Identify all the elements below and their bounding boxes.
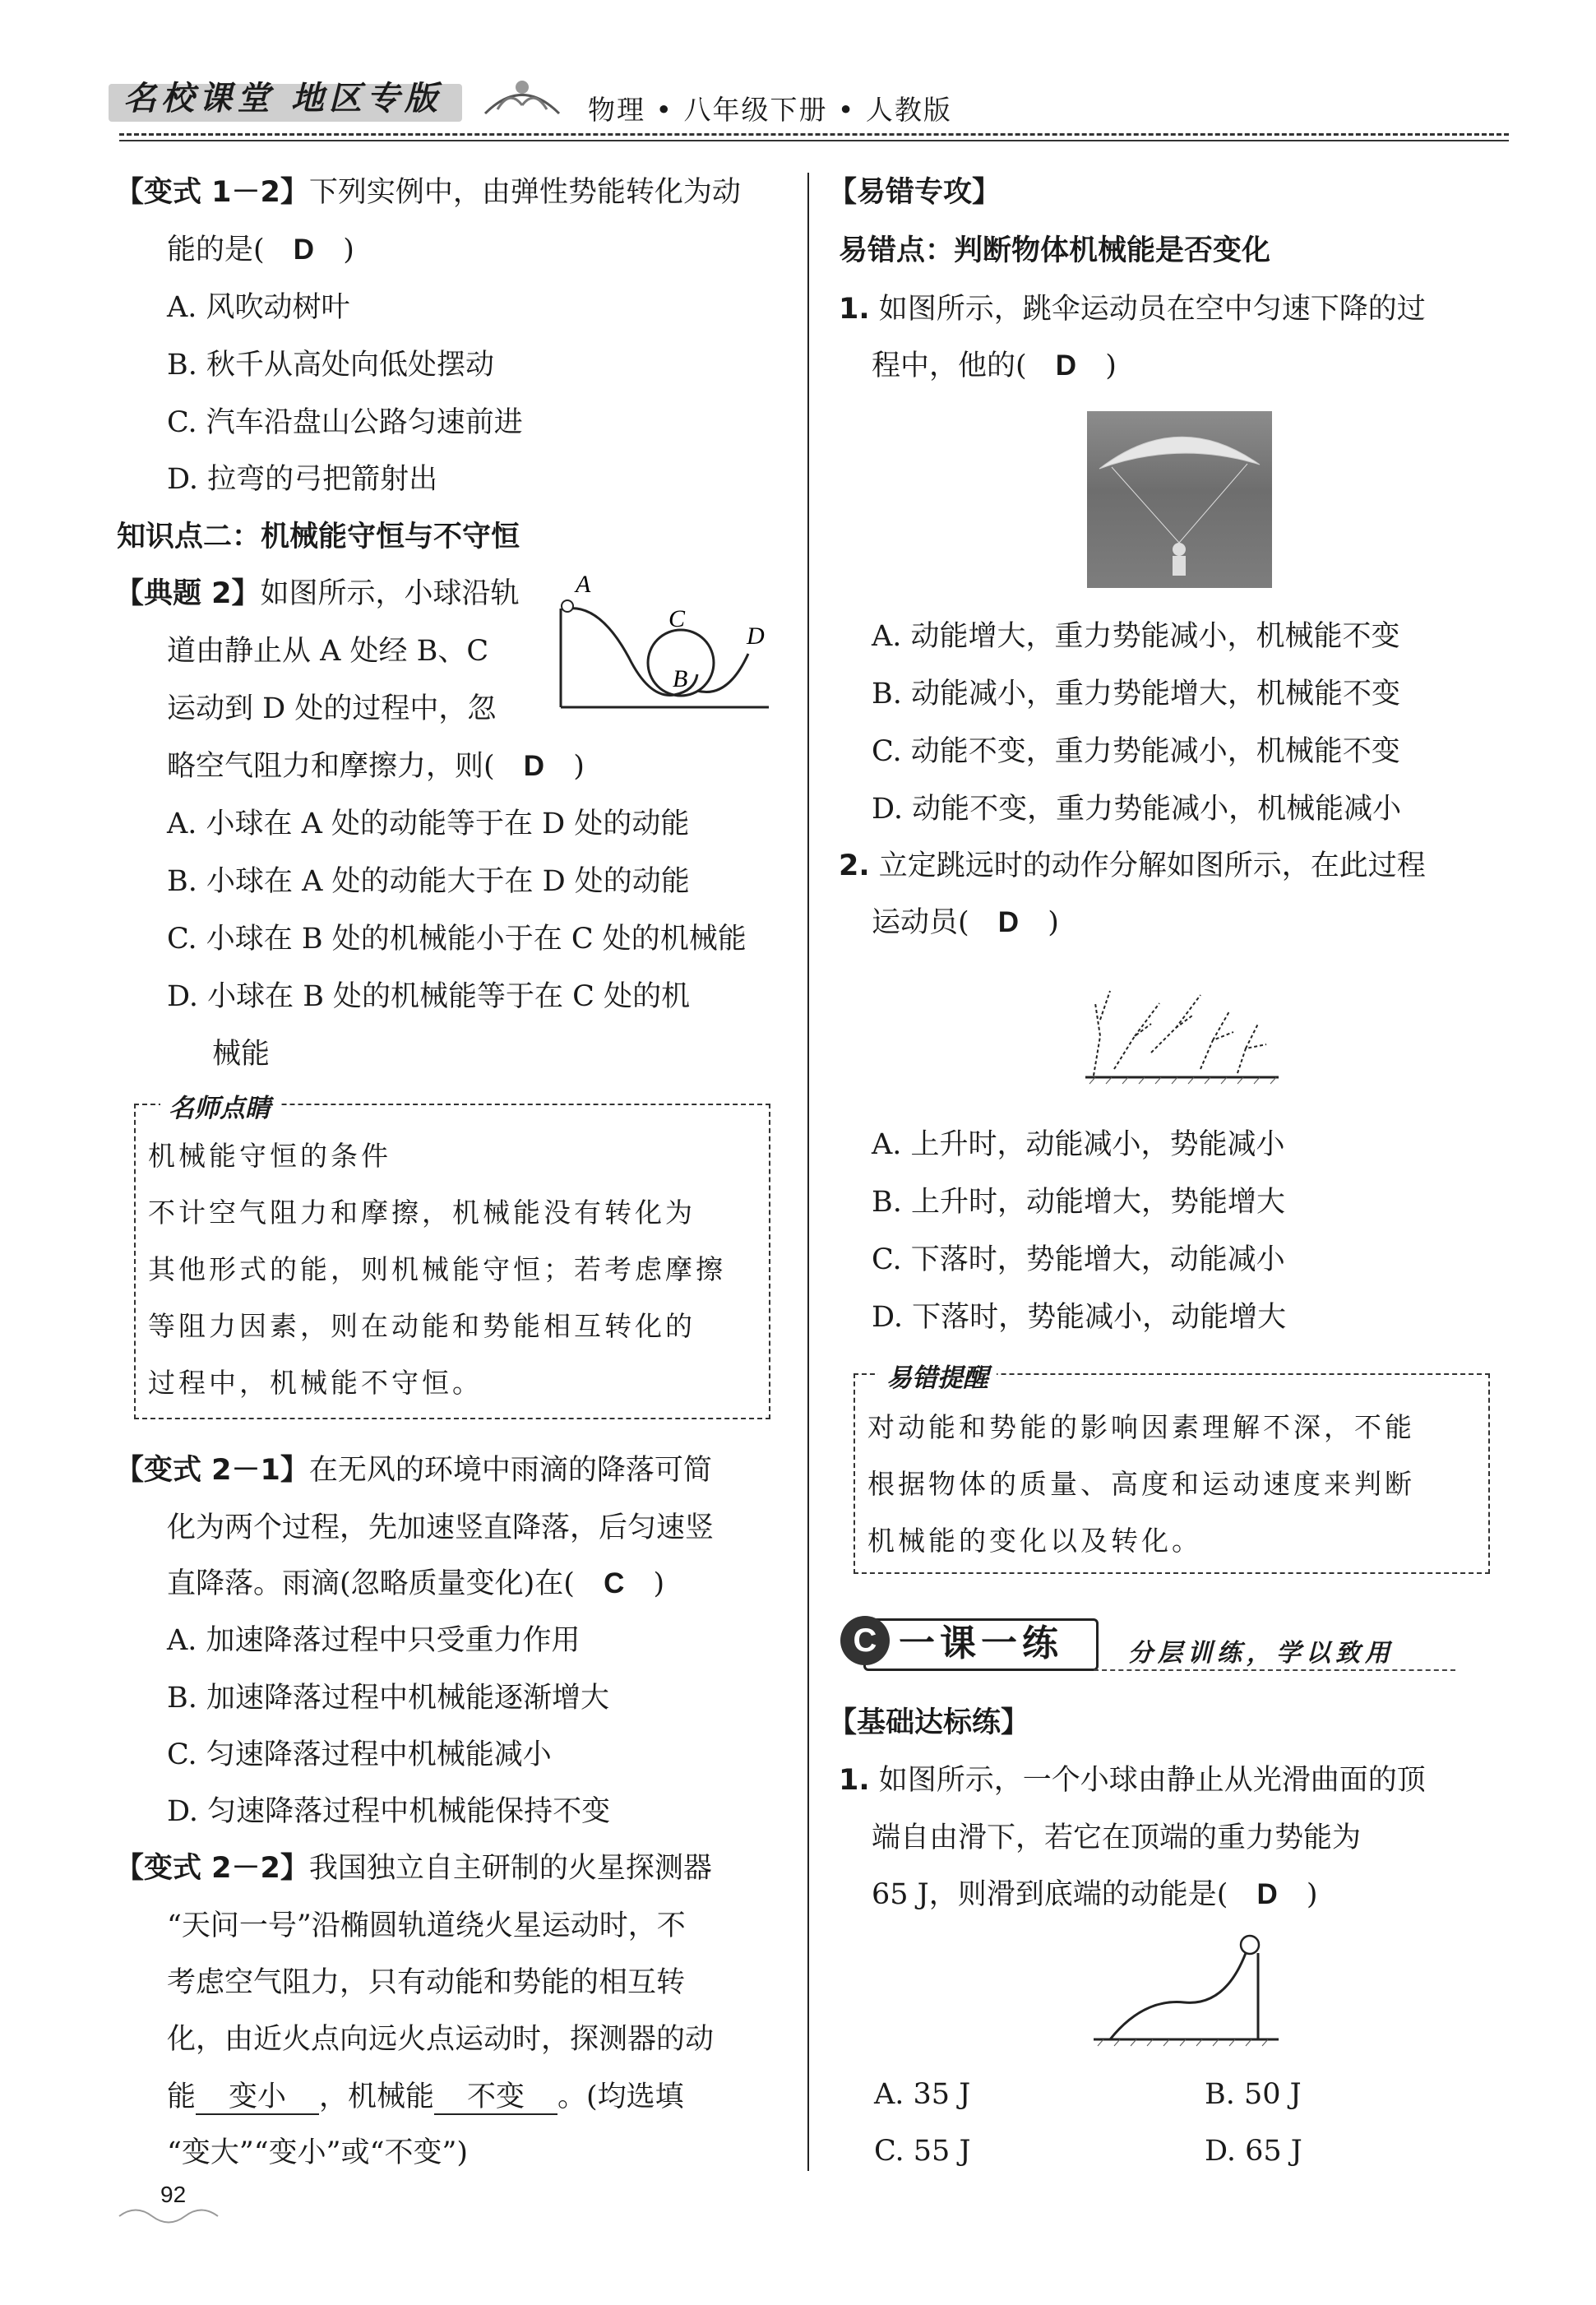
option: A. 35 J — [874, 2078, 971, 2111]
teacher-tip-title: 名师点睛 — [160, 1087, 279, 1124]
curve-ramp-figure — [1085, 1928, 1283, 2052]
option: B. 秋千从高处向低处摆动 — [167, 349, 494, 382]
option: D. 下落时，势能减小，动能增大 — [872, 1301, 1287, 1334]
track-figure — [551, 567, 773, 715]
footer-ornament-icon — [115, 2204, 222, 2229]
tip-line: 不计空气阻力和摩擦，机械能没有转化为 — [148, 1196, 696, 1229]
option: C. 汽车沿盘山公路匀速前进 — [167, 406, 523, 439]
question-r2-line1: 2. 立定跳远时的动作分解如图所示，在此过程 — [839, 849, 1426, 882]
question-v22-line5: 能 变小 ，机械能 不变 。(均选填 — [167, 2081, 684, 2113]
answer-r2: D — [997, 906, 1020, 938]
question-v12-line2: 能的是( D ) — [167, 234, 354, 266]
tip-line: 等阻力因素，则在动能和势能相互转化的 — [148, 1310, 696, 1342]
section-banner-subtitle: 分层训练，学以致用 — [1128, 1639, 1395, 1668]
option: B. 小球在 A 处的动能大于在 D 处的动能 — [167, 865, 690, 898]
header-brand: 名校课堂 地区专版 — [123, 80, 442, 118]
answer-blank-2: 不变 — [434, 2081, 557, 2115]
option: B. 加速降落过程中机械能逐渐增大 — [167, 1682, 609, 1715]
question-r3-line2: 端自由滑下，若它在顶端的重力势能为 — [872, 1821, 1362, 1854]
tip-line: 机械能守恒的条件 — [148, 1140, 391, 1172]
figure-label-a: A — [576, 571, 591, 598]
option: D. 匀速降落过程中机械能保持不变 — [167, 1795, 611, 1828]
warn-line: 机械能的变化以及转化。 — [867, 1525, 1202, 1557]
question-v12-line1: 【变式 1－2】下列实例中，由弹性势能转化为动 — [115, 176, 741, 209]
question-r3-line3: 65 J，则滑到底端的动能是( D ) — [872, 1878, 1318, 1911]
option: C. 动能不变，重力势能减小，机械能不变 — [872, 735, 1400, 768]
question-v21-line2: 化为两个过程，先加速竖直降落，后匀速竖 — [167, 1511, 715, 1544]
option: A. 动能增大，重力势能减小，机械能不变 — [872, 620, 1400, 653]
question-dt2-line2: 道由静止从 A 处经 B、C — [167, 635, 489, 668]
question-v22-line2: “天问一号”沿椭圆轨道绕火星运动时，不 — [167, 1909, 686, 1942]
figure-label-d: D — [747, 623, 765, 650]
question-r1-line1: 1. 如图所示，跳伞运动员在空中匀速下降的过 — [839, 293, 1426, 326]
parachute-photo — [1087, 411, 1272, 588]
error-tip-title: 易错提醒 — [878, 1357, 997, 1394]
basic-practice-heading: 【基础达标练】 — [828, 1706, 1030, 1739]
question-v22-line6: “变大”“变小”或“不变”) — [167, 2136, 469, 2169]
option: A. 加速降落过程中只受重力作用 — [167, 1624, 581, 1657]
option: B. 上升时，动能增大，势能增大 — [872, 1186, 1285, 1219]
option: A. 小球在 A 处的动能等于在 D 处的动能 — [167, 808, 690, 840]
figure-label-b: B — [673, 665, 688, 692]
long-jump-figure — [1077, 979, 1283, 1085]
option: D. 动能不变，重力势能减小，机械能减小 — [872, 793, 1402, 826]
option: D. 小球在 B 处的机械能等于在 C 处的机 — [167, 980, 691, 1013]
question-dt2-line1: 【典题 2】如图所示，小球沿轨 — [115, 577, 520, 610]
answer-v12: D — [293, 234, 315, 266]
question-v22-line3: 考虑空气阻力，只有动能和势能的相互转 — [167, 1966, 686, 1999]
section-letter-badge: C — [840, 1616, 890, 1665]
answer-blank-1: 变小 — [196, 2081, 319, 2115]
option: B. 50 J — [1205, 2078, 1302, 2111]
warn-line: 根据物体的质量、高度和运动速度来判断 — [867, 1468, 1415, 1500]
question-v21-line3: 直降落。雨滴(忽略质量变化)在( C ) — [167, 1567, 665, 1600]
page-number: 92 — [160, 2182, 187, 2207]
leaf-ornament-icon — [477, 72, 567, 122]
question-r1-line2: 程中，他的( D ) — [872, 349, 1117, 382]
question-dt2-line4: 略空气阻力和摩擦力，则( D ) — [167, 750, 585, 783]
question-dt2-line3: 运动到 D 处的过程中，忽 — [167, 692, 497, 725]
question-v22-line4: 化，由近火点向远火点运动时，探测器的动 — [167, 2023, 715, 2056]
question-v21-line1: 【变式 2－1】在无风的环境中雨滴的降落可简 — [115, 1454, 712, 1487]
header-divider — [119, 140, 1509, 141]
answer-dt2: D — [523, 750, 545, 782]
answer-r1: D — [1055, 349, 1077, 382]
question-r2-line2: 运动员( D ) — [872, 906, 1059, 939]
option: D. 65 J — [1205, 2135, 1302, 2168]
question-v22-line1: 【变式 2－2】我国独立自主研制的火星探测器 — [115, 1852, 712, 1885]
option-continuation: 械能 — [212, 1038, 271, 1071]
option: C. 下落时，势能增大，动能减小 — [872, 1243, 1285, 1276]
tip-line: 其他形式的能，则机械能守恒；若考虑摩擦 — [148, 1253, 726, 1285]
question-r3-line1: 1. 如图所示，一个小球由静止从光滑曲面的顶 — [839, 1764, 1426, 1797]
figure-label-c: C — [668, 605, 686, 632]
tip-line: 过程中，机械能不守恒。 — [148, 1367, 483, 1399]
section-banner: 一课一练 — [863, 1618, 1099, 1671]
option: A. 风吹动树叶 — [167, 291, 350, 324]
column-divider — [807, 173, 809, 2171]
header-divider — [119, 133, 1509, 136]
parachutist-icon — [1087, 411, 1272, 588]
option: C. 小球在 B 处的机械能小于在 C 处的机械能 — [167, 923, 747, 956]
section-title-errors: 【易错专攻】 — [828, 176, 1002, 209]
answer-v21: C — [604, 1567, 625, 1599]
option: D. 拉弯的弓把箭射出 — [167, 463, 438, 496]
option: C. 55 J — [874, 2135, 971, 2168]
option: B. 动能减小，重力势能增大，机械能不变 — [872, 678, 1400, 710]
option: C. 匀速降落过程中机械能减小 — [167, 1738, 552, 1771]
knowledge-point-heading: 知识点二：机械能守恒与不守恒 — [117, 521, 520, 553]
warn-line: 对动能和势能的影响因素理解不深，不能 — [867, 1411, 1415, 1443]
option: A. 上升时，动能减小，势能减小 — [872, 1128, 1285, 1161]
banner-underline — [1094, 1669, 1455, 1671]
error-point-heading: 易错点：判断物体机械能是否变化 — [839, 234, 1271, 267]
header-subject: 物理 • 八年级下册 • 人教版 — [588, 94, 952, 126]
answer-r3: D — [1256, 1878, 1278, 1910]
